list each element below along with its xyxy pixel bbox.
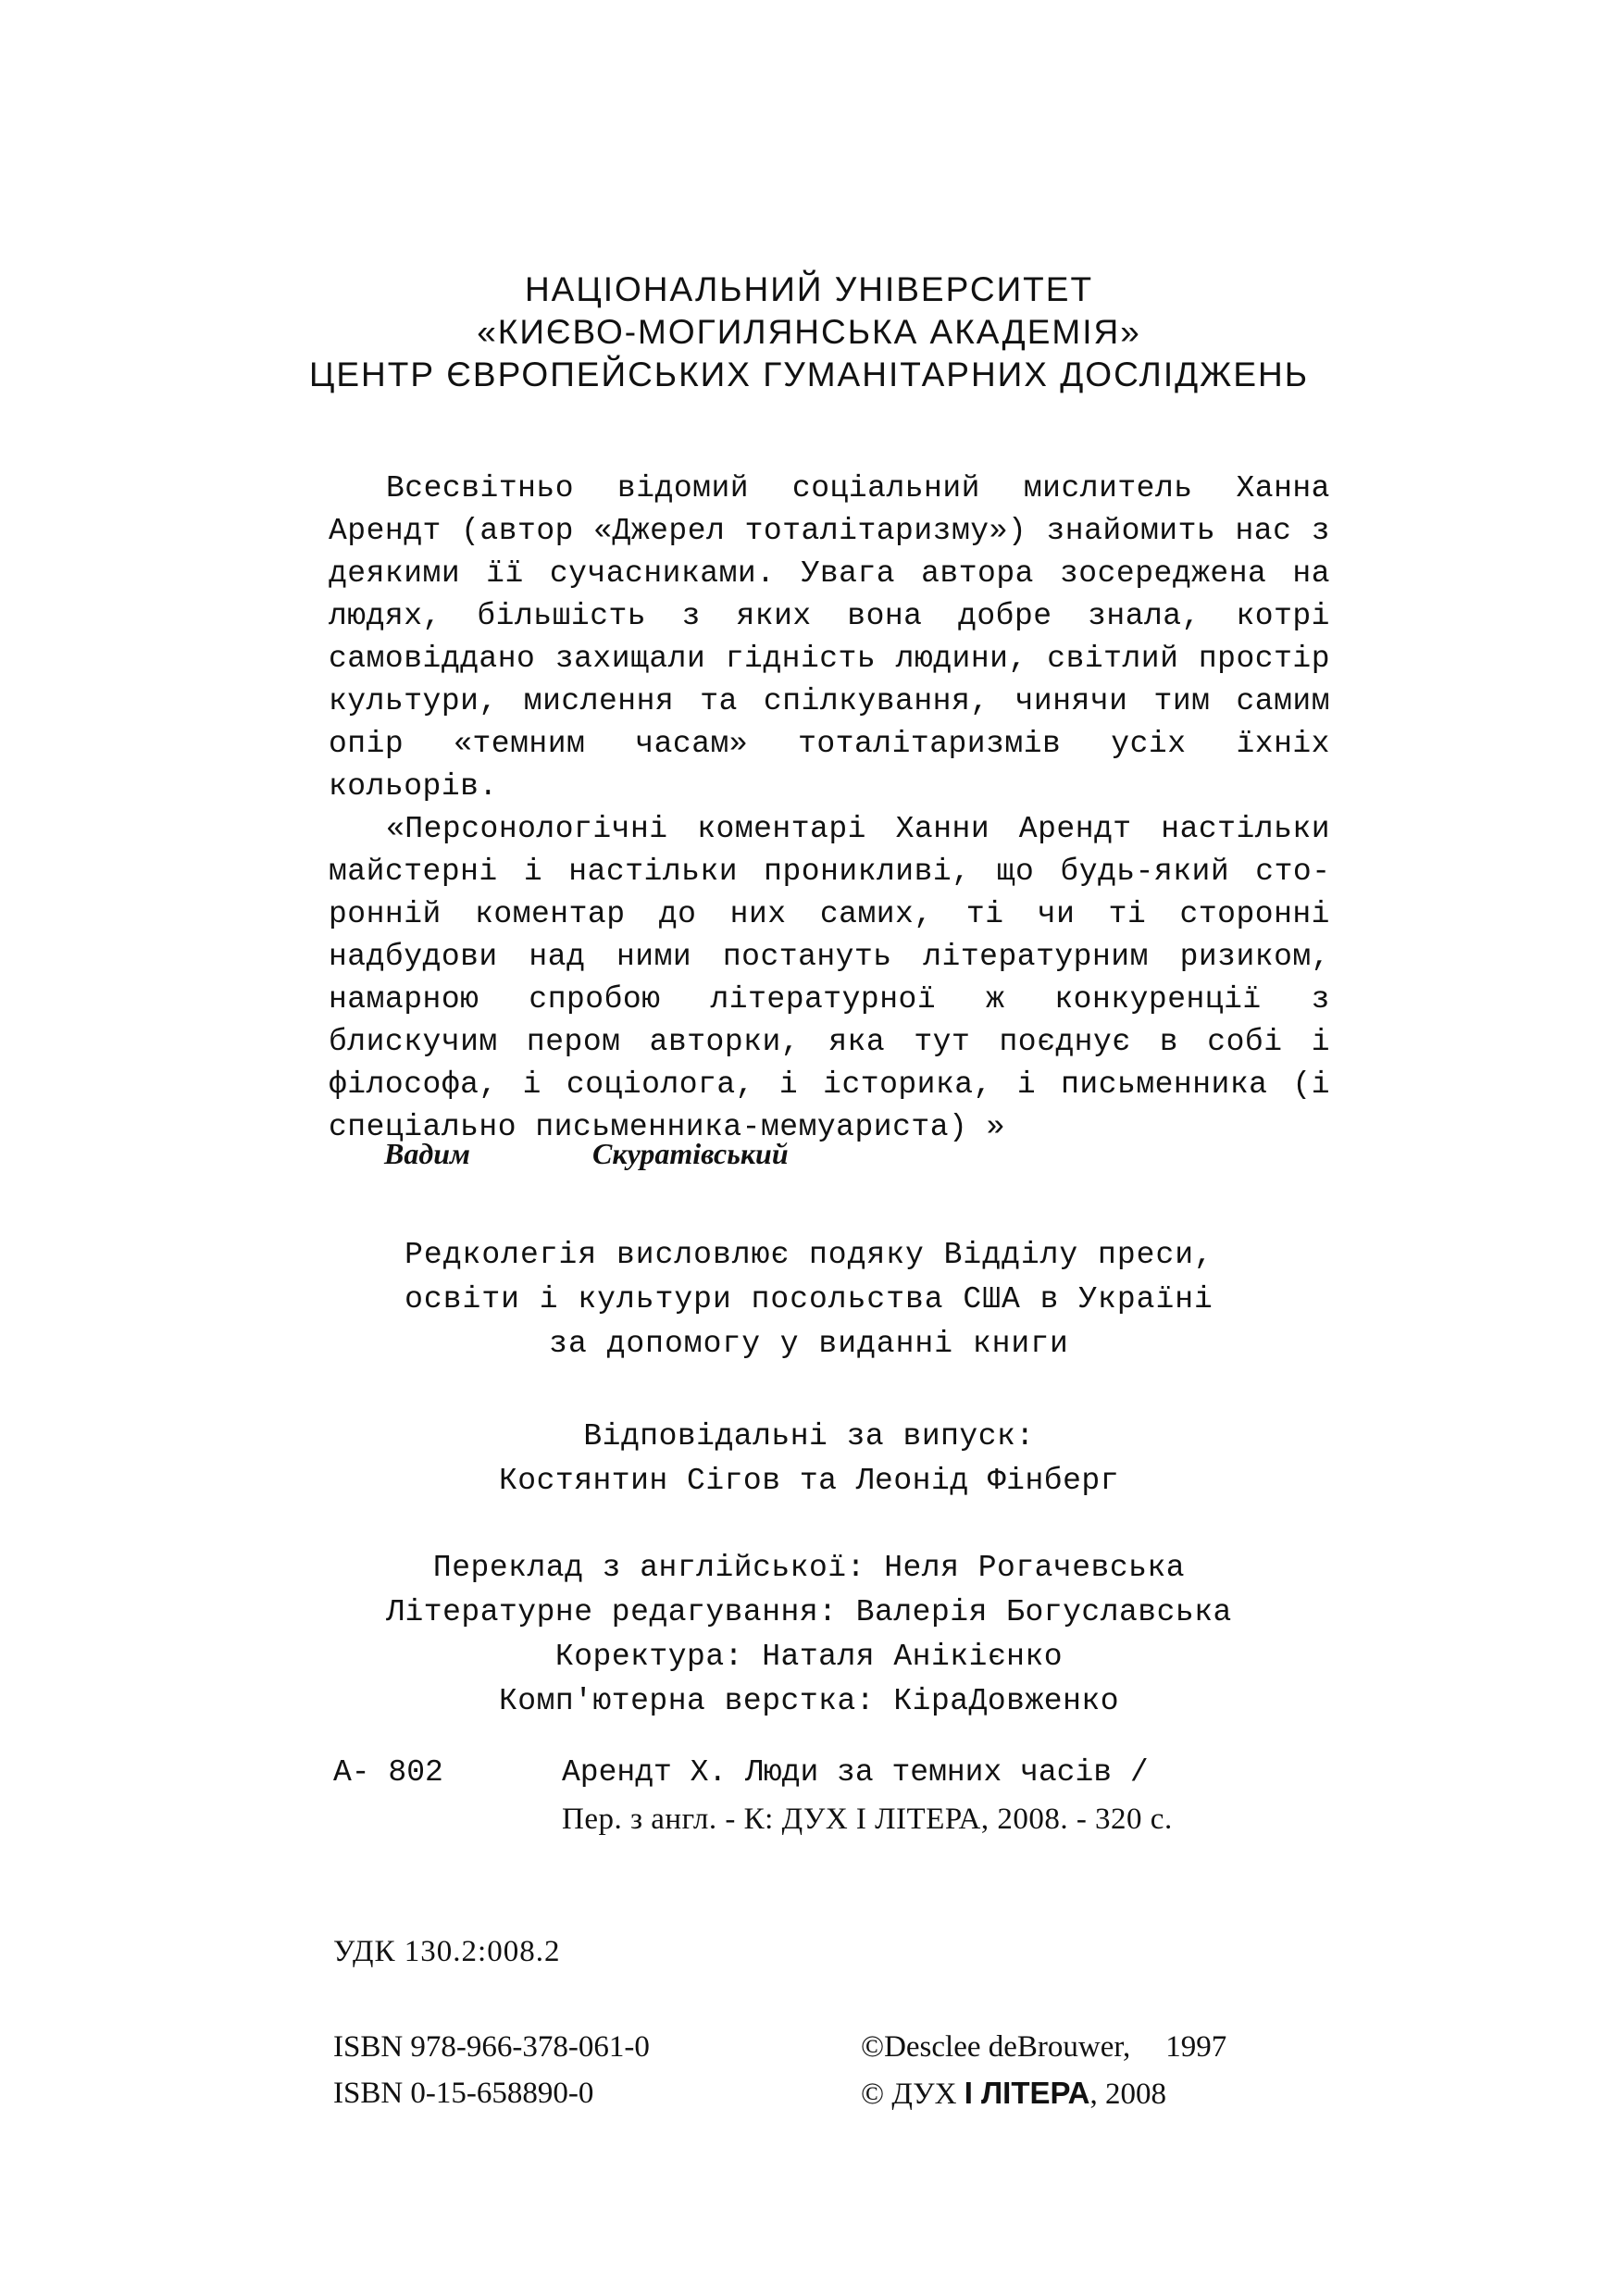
isbn-2: ISBN 0-15-658890-0 bbox=[333, 2077, 594, 2110]
isbn-list bbox=[333, 2024, 650, 2116]
responsible-names: Костянтин Сігов та Леонід Фінберг bbox=[498, 1464, 1119, 1498]
annotation-paragraph-1: Всесвітньо відомий соціальний мислитель Ханна Арендт (автор «Джерел тоталітаризму») знайомить нас з деякими її сучасниками. Увага автора зосереджена на людях, більшість з яких вона добре знала, котрі самовіддано захищали гідність людини, світлий простір культури, мислення та спілкування, чинячи тим самим опір «темним часам» тоталітаризмів усіх їхніх кольорів. bbox=[329, 471, 1330, 804]
university-name: НАЦІОНАЛЬНИЙ УНІВЕРСИТЕТ bbox=[524, 270, 1094, 308]
proofreading-credit: Коректура: Наталя Анікієнко bbox=[554, 1640, 1064, 1674]
copyright-1-year: 1997 bbox=[1165, 2030, 1227, 2064]
catalog-entry bbox=[562, 1750, 1173, 1842]
catalog-entry-line-1: Арендт Х. Люди за темних часів / bbox=[562, 1755, 1149, 1790]
copyright-1-holder: ©Desclee deBrouwer, bbox=[861, 2030, 1131, 2064]
copyright-list bbox=[861, 2024, 1226, 2117]
institution-header bbox=[0, 268, 1618, 396]
academy-name: «КИЄВО-МОГИЛЯНСЬКА АКАДЕМІЯ» bbox=[477, 313, 1141, 351]
responsible-editors bbox=[0, 1415, 1618, 1504]
layout-credit: Комп'ютерна верстка: КіраДовженко bbox=[498, 1684, 1119, 1718]
acknowledgement-line-1: Редколегія висловлює подяку Відділу преси, bbox=[404, 1238, 1214, 1272]
quote-signature bbox=[384, 1137, 789, 1171]
udc-code: УДК 130.2:008.2 bbox=[333, 1935, 561, 1968]
copyright-2-brand: І ЛІТЕРА bbox=[964, 2076, 1090, 2110]
isbn-1: ISBN 978-966-378-061-0 bbox=[333, 2030, 650, 2064]
book-annotation bbox=[329, 468, 1330, 1149]
acknowledgement bbox=[0, 1233, 1618, 1366]
catalog-code: А- 802 bbox=[333, 1755, 443, 1790]
translation-credit: Переклад з англійської: Неля Рогачевська bbox=[432, 1551, 1186, 1585]
acknowledgement-line-3: за допомогу у виданні книги bbox=[549, 1327, 1069, 1361]
annotation-paragraph-2: «Персонологічні коментарі Ханни Арендт настільки майстерні і настільки проникливі, що будь-який сторонній коментар до них самих, ті чи ті сторонні надбудови над ними постануть літературним ризиком, намарною спробою літературної ж конкуренції з блискучим пером авторки, яка тут поєднує в собі і філософа, і соціолога, і історика, і письменника (і спеціально письменника-мемуариста) » bbox=[329, 812, 1330, 1144]
copyright-2 bbox=[861, 2070, 1226, 2117]
production-credits bbox=[0, 1546, 1618, 1724]
copyright-2-prefix: © ДУХ bbox=[861, 2078, 957, 2111]
responsible-label: Відповідальні за випуск: bbox=[583, 1419, 1035, 1454]
signature-last-name: Скуратівський bbox=[592, 1137, 789, 1170]
catalog-entry-line-2: Пер. з англ. - К: ДУХ І ЛІТЕРА, 2008. - 320 с. bbox=[562, 1803, 1173, 1836]
signature-first-name: Вадим bbox=[384, 1137, 470, 1170]
acknowledgement-line-2: освіти і культури посольства США в Україні bbox=[404, 1282, 1214, 1316]
editing-credit: Літературне редагування: Валерія Богуславська bbox=[386, 1595, 1232, 1629]
copyright-2-suffix: , 2008 bbox=[1089, 2078, 1166, 2111]
copyright-1 bbox=[861, 2024, 1226, 2070]
center-name: ЦЕНТР ЄВРОПЕЙСЬКИХ ГУМАНІТАРНИХ ДОСЛІДЖЕНЬ bbox=[308, 356, 1310, 393]
